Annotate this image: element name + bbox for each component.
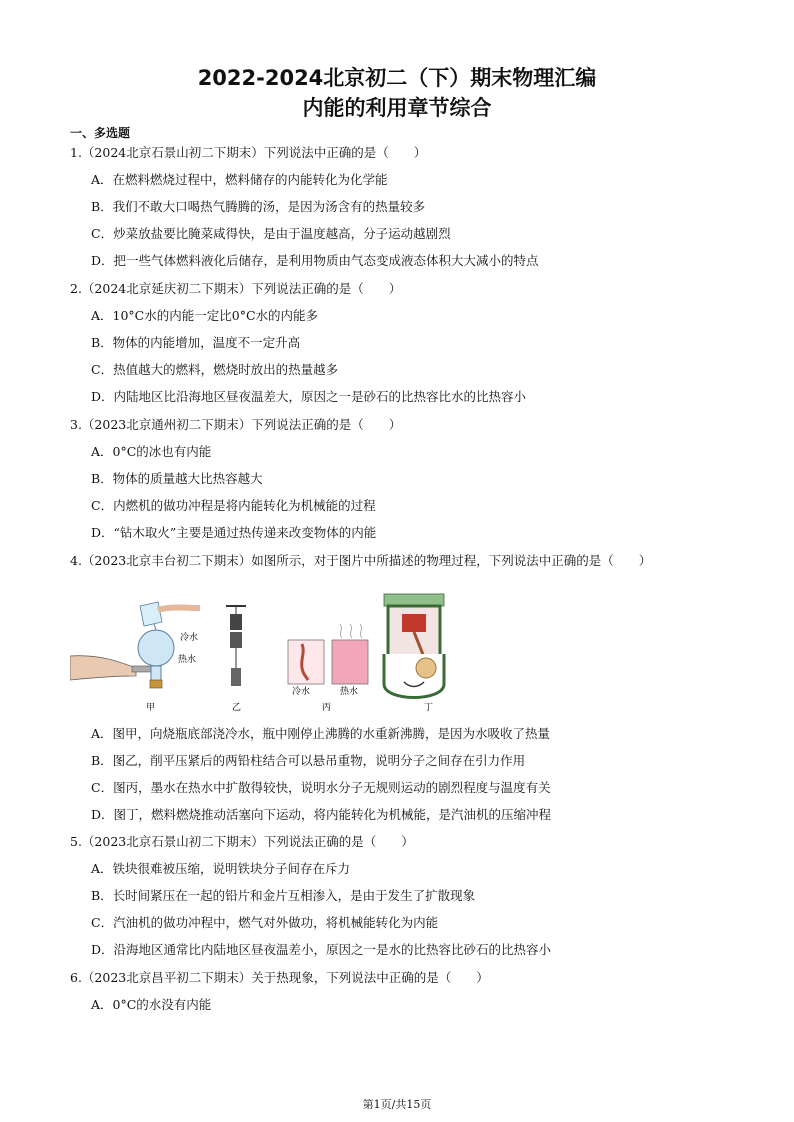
question-1-option-d: D．把一些气体燃料液化后储存，是利用物质由气态变成液态体积大大减小的特点 bbox=[91, 253, 539, 268]
question-2-option-a: A．10°C水的内能一定比0°C水的内能多 bbox=[91, 308, 319, 323]
hot-beaker-label: 热水 bbox=[340, 687, 359, 697]
figure-bing-beakers bbox=[288, 624, 368, 713]
page-footer: 第1页/共15页 bbox=[362, 1098, 432, 1111]
document-title: 2022-2024北京初二（下）期末物理汇编 bbox=[197, 66, 597, 90]
question-5-option-a: A．铁块很难被压缩，说明铁块分子间存在斥力 bbox=[91, 861, 351, 876]
figure-label-jia: 甲 bbox=[146, 703, 156, 713]
question-4-stem: 4.（2023北京丰台初二下期末）如图所示，对于图片中所描述的物理过程，下列说法中正确的是（ ） bbox=[70, 553, 652, 568]
figure-jia-flask bbox=[70, 602, 200, 713]
cold-beaker-label: 冷水 bbox=[292, 687, 311, 697]
question-5-option-b: B．长时间紧压在一起的铅片和金片互相渗入，是由于发生了扩散现象 bbox=[91, 888, 476, 903]
question-4-option-d: D．图丁，燃料燃烧推动活塞向下运动，将内能转化为机械能，是汽油机的压缩冲程 bbox=[91, 807, 552, 822]
question-5-stem: 5.（2023北京石景山初二下期末）下列说法正确的是（ ） bbox=[70, 834, 414, 849]
figure-ding-engine bbox=[384, 594, 444, 713]
question-1-option-c: C．炒菜放盐要比腌菜咸得快，是由于温度越高，分子运动越剧烈 bbox=[91, 226, 451, 241]
question-3-option-b: B．物体的质量越大比热容越大 bbox=[91, 471, 263, 486]
document-subtitle: 内能的利用章节综合 bbox=[302, 96, 492, 120]
question-1-option-b: B．我们不敢大口喝热气腾腾的汤，是因为汤含有的热量较多 bbox=[91, 199, 426, 214]
question-1-option-a: A．在燃料燃烧过程中，燃料储存的内能转化为化学能 bbox=[91, 172, 388, 187]
question-5-option-d: D．沿海地区通常比内陆地区昼夜温差小，原因之一是水的比热容比砂石的比热容小 bbox=[91, 942, 552, 957]
figure-label-yi: 乙 bbox=[232, 703, 242, 713]
question-6-option-a: A．0°C的水没有内能 bbox=[91, 997, 212, 1012]
question-4-option-a: A．图甲，向烧瓶底部浇冷水，瓶中刚停止沸腾的水重新沸腾，是因为水吸收了热量 bbox=[91, 726, 551, 741]
question-3-stem: 3.（2023北京通州初二下期末）下列说法正确的是（ ） bbox=[70, 417, 402, 432]
question-3-option-a: A．0°C的冰也有内能 bbox=[91, 444, 212, 459]
question-6-stem: 6.（2023北京昌平初二下期末）关于热现象，下列说法中正确的是（ ） bbox=[70, 970, 489, 985]
experiment-figure bbox=[70, 584, 650, 714]
figure-label-ding: 丁 bbox=[424, 703, 434, 713]
question-1-stem: 1.（2024北京石景山初二下期末）下列说法中正确的是（ ） bbox=[70, 145, 427, 160]
figure-label-bing: 丙 bbox=[322, 703, 332, 713]
question-4-option-c: C．图丙，墨水在热水中扩散得较快，说明水分子无规则运动的剧烈程度与温度有关 bbox=[91, 780, 551, 795]
question-2-option-b: B．物体的内能增加，温度不一定升高 bbox=[91, 335, 301, 350]
question-3-option-d: D．“钻木取火”主要是通过热传递来改变物体的内能 bbox=[91, 525, 377, 540]
question-4-option-b: B．图乙，削平压紧后的两铅柱结合可以悬吊重物，说明分子之间存在引力作用 bbox=[91, 753, 526, 768]
hot-water-label: 热水 bbox=[178, 655, 197, 665]
question-2-option-c: C．热值越大的燃料，燃烧时放出的热量越多 bbox=[91, 362, 339, 377]
cold-water-label: 冷水 bbox=[180, 633, 199, 643]
question-5-option-c: C．汽油机的做功冲程中，燃气对外做功，将机械能转化为内能 bbox=[91, 915, 439, 930]
section-heading: 一、多选题 bbox=[70, 126, 131, 140]
question-2-stem: 2.（2024北京延庆初二下期末）下列说法正确的是（ ） bbox=[70, 281, 402, 296]
question-2-option-d: D．内陆地区比沿海地区昼夜温差大，原因之一是砂石的比热容比水的比热容小 bbox=[91, 389, 527, 404]
question-3-option-c: C．内燃机的做功冲程是将内能转化为机械能的过程 bbox=[91, 498, 376, 513]
figure-yi-lead-cylinders bbox=[226, 606, 246, 713]
